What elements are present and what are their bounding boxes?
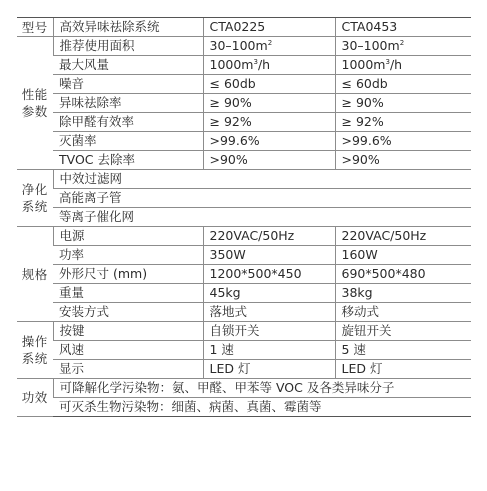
value-b: ≤ 60db bbox=[335, 75, 471, 94]
table-row bbox=[17, 170, 471, 189]
function-item: 可灭杀生物污染物：细菌、病菌、真菌、霉菌等 bbox=[53, 398, 471, 417]
table-row bbox=[17, 75, 471, 94]
row-label: 推荐使用面积 bbox=[53, 37, 203, 56]
component-item: 高能离子管 bbox=[53, 189, 471, 208]
row-label: TVOC 去除率 bbox=[53, 151, 203, 170]
function-item: 可降解化学污染物：氨、甲醛、甲苯等 VOC 及各类异味分子 bbox=[53, 379, 471, 398]
value-a: $30-100m^2$ bbox=[203, 37, 335, 56]
value-a: 220VAC/50Hz bbox=[203, 227, 335, 246]
table-row bbox=[17, 322, 471, 341]
value-a: ≥ 92% bbox=[203, 113, 335, 132]
value-b: $1000m^3/h$ bbox=[335, 56, 471, 75]
table-row bbox=[17, 94, 471, 113]
value-a: 自锁开关 bbox=[203, 322, 335, 341]
category-performance: 性能参数 bbox=[17, 37, 53, 170]
row-label: 功率 bbox=[53, 246, 203, 265]
row-label: 重量 bbox=[53, 284, 203, 303]
table-row bbox=[17, 265, 471, 284]
value-b: $30-100m^2$ bbox=[335, 37, 471, 56]
value-a: 落地式 bbox=[203, 303, 335, 322]
row-label: 显示 bbox=[53, 360, 203, 379]
spec-table bbox=[17, 17, 471, 417]
value-b: 160W bbox=[335, 246, 471, 265]
table-row bbox=[17, 189, 471, 208]
value-b: 旋钮开关 bbox=[335, 322, 471, 341]
row-label: 外形尺寸 (mm) bbox=[53, 265, 203, 284]
table-row bbox=[17, 151, 471, 170]
product-name: 高效异味祛除系统 bbox=[53, 18, 203, 37]
table-row bbox=[17, 56, 471, 75]
value-b: 移动式 bbox=[335, 303, 471, 322]
value-b: 38kg bbox=[335, 284, 471, 303]
value-b: 690*500*480 bbox=[335, 265, 471, 284]
value-a: ≥ 90% bbox=[203, 94, 335, 113]
category-specs: 规格 bbox=[17, 227, 53, 322]
category-purification: 净化系统 bbox=[17, 170, 53, 227]
row-label: 最大风量 bbox=[53, 56, 203, 75]
value-a: ≤ 60db bbox=[203, 75, 335, 94]
table-row bbox=[17, 284, 471, 303]
value-b: ≥ 90% bbox=[335, 94, 471, 113]
table-row bbox=[17, 398, 471, 417]
value-a: 350W bbox=[203, 246, 335, 265]
table-header-row bbox=[17, 18, 471, 37]
table-row bbox=[17, 303, 471, 322]
table-row bbox=[17, 341, 471, 360]
value-a: >99.6% bbox=[203, 132, 335, 151]
value-b: >90% bbox=[335, 151, 471, 170]
value-b: 5 速 bbox=[335, 341, 471, 360]
component-item: 等离子催化网 bbox=[53, 208, 471, 227]
value-a: 45kg bbox=[203, 284, 335, 303]
table-row bbox=[17, 208, 471, 227]
table-row bbox=[17, 37, 471, 56]
value-a: 1 速 bbox=[203, 341, 335, 360]
category-function: 功效 bbox=[17, 379, 53, 417]
table-row bbox=[17, 379, 471, 398]
table-row bbox=[17, 246, 471, 265]
category-model: 型号 bbox=[17, 18, 53, 37]
row-label: 异味祛除率 bbox=[53, 94, 203, 113]
value-b: LED 灯 bbox=[335, 360, 471, 379]
row-label: 风速 bbox=[53, 341, 203, 360]
value-a: $1000m^3/h$ bbox=[203, 56, 335, 75]
table-row bbox=[17, 132, 471, 151]
value-a: LED 灯 bbox=[203, 360, 335, 379]
row-label: 电源 bbox=[53, 227, 203, 246]
table-row bbox=[17, 113, 471, 132]
row-label: 灭菌率 bbox=[53, 132, 203, 151]
model-b-label: CTA0453 bbox=[335, 18, 471, 37]
row-label: 除甲醛有效率 bbox=[53, 113, 203, 132]
category-operation: 操作系统 bbox=[17, 322, 53, 379]
value-a: >90% bbox=[203, 151, 335, 170]
row-label: 安装方式 bbox=[53, 303, 203, 322]
component-item: 中效过滤网 bbox=[53, 170, 471, 189]
table-row bbox=[17, 360, 471, 379]
value-b: >99.6% bbox=[335, 132, 471, 151]
value-b: 220VAC/50Hz bbox=[335, 227, 471, 246]
model-a-label: CTA0225 bbox=[203, 18, 335, 37]
table-row bbox=[17, 227, 471, 246]
value-b: ≥ 92% bbox=[335, 113, 471, 132]
row-label: 噪音 bbox=[53, 75, 203, 94]
row-label: 按键 bbox=[53, 322, 203, 341]
value-a: 1200*500*450 bbox=[203, 265, 335, 284]
